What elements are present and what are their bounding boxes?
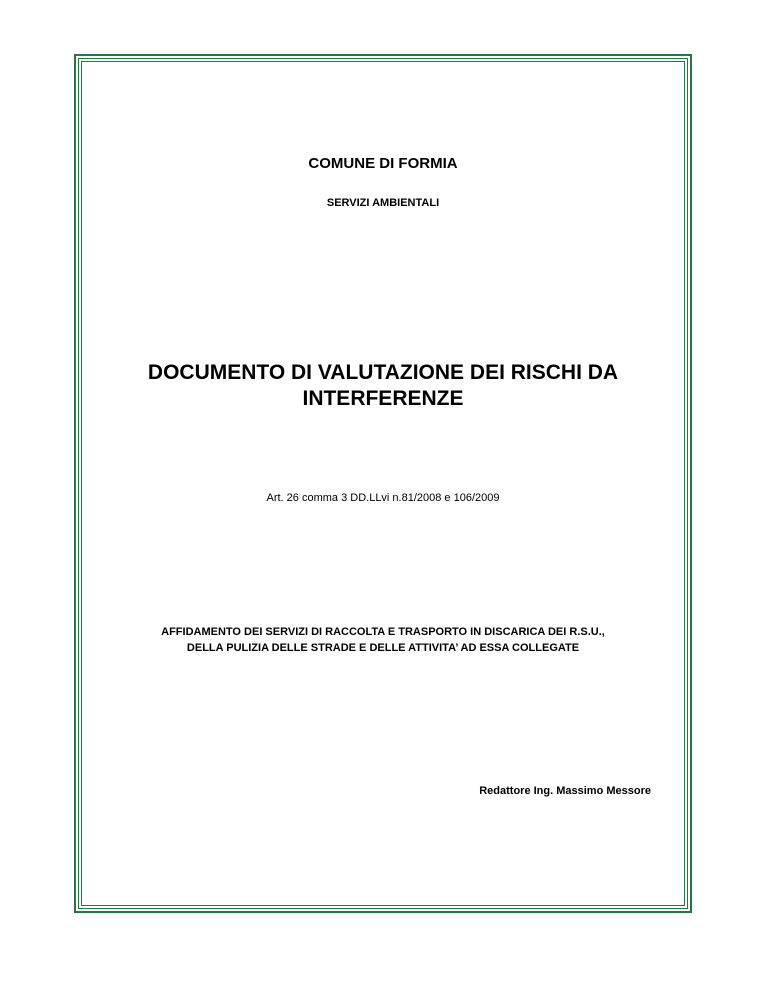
department-name: SERVIZI AMBIENTALI	[326, 197, 440, 209]
document-title	[82, 360, 684, 412]
legal-reference: Art. 26 comma 3 DD.LLvi n.81/2008 e 106/2009	[266, 492, 500, 504]
author-signature: Redattore Ing. Massimo Messore	[479, 785, 651, 797]
municipality-name: COMUNE DI FORMIA	[308, 155, 458, 172]
document-title-line-2: INTERFERENZE	[302, 387, 464, 410]
document-title-line-1: DOCUMENTO DI VALUTAZIONE DEI RISCHI DA	[147, 361, 619, 384]
page-border-inner	[81, 61, 685, 906]
contract-subject-line-1: AFFIDAMENTO DEI SERVIZI DI RACCOLTA E TRASPORTO IN DISCARICA DEI R.S.U.,	[161, 626, 605, 638]
contract-subject-line-2: DELLA PULIZIA DELLE STRADE E DELLE ATTIVITA’ AD ESSA COLLEGATE	[186, 642, 580, 654]
contract-subject	[82, 624, 684, 656]
